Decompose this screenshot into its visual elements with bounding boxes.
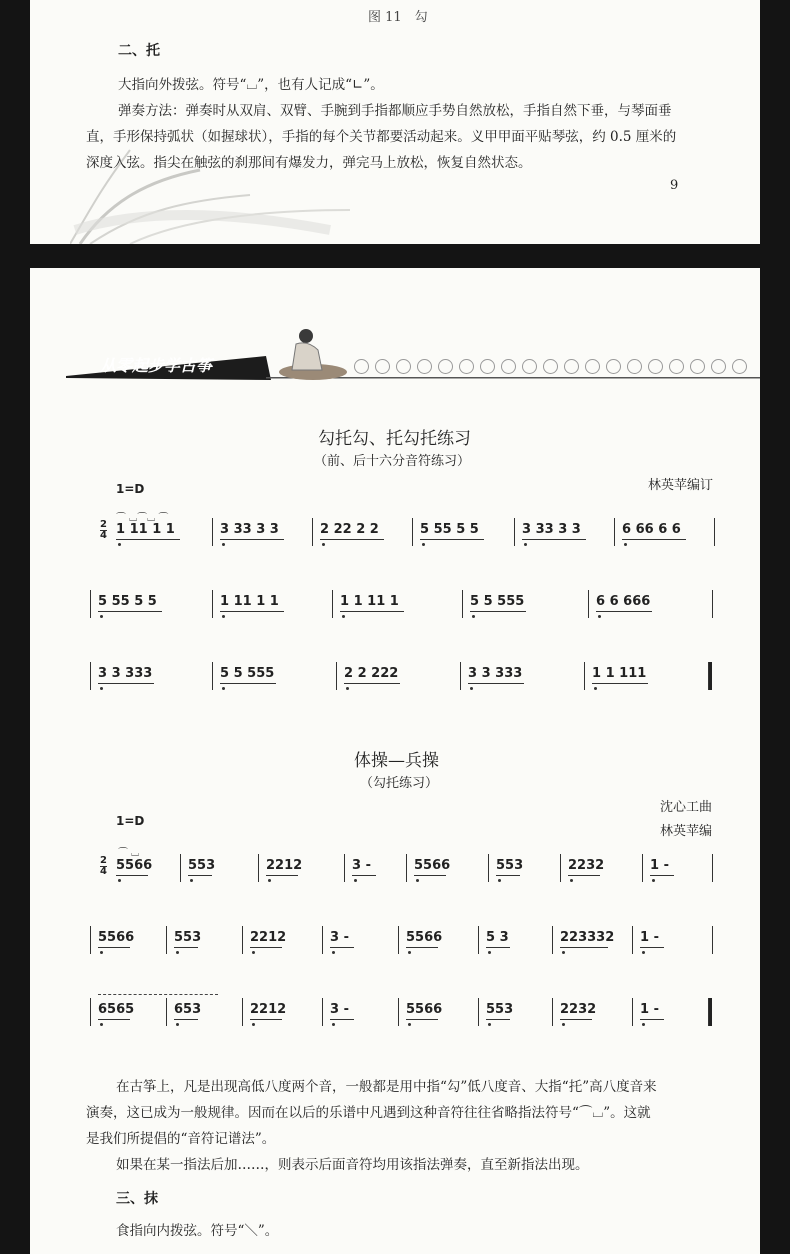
piece1-measure: 1 11 1 1 (116, 522, 175, 537)
piece2-measure: 3 - (330, 930, 349, 945)
piece2-measure: 5566 (98, 930, 135, 945)
piece2-barline (712, 926, 713, 954)
piece1-beam-line (622, 539, 686, 540)
piece2-octave-dot (498, 879, 501, 882)
piece2-time-signature: 2 4 (100, 855, 107, 877)
piece1-octave-dot (342, 615, 345, 618)
piece2-measure: 553 (486, 1002, 514, 1017)
piece2-barline (632, 926, 633, 954)
piece1-beam-line (344, 683, 400, 684)
piece2-measure: 2212 (266, 858, 303, 873)
piece1-octave-dot (222, 615, 225, 618)
piece1-time-signature: 2 4 (100, 519, 107, 541)
piece1-measure: 3 33 3 3 (522, 522, 581, 537)
piece1-measure: 1 1 111 (592, 666, 647, 681)
piece1-beam-line (420, 539, 484, 540)
piece2-barline (406, 854, 407, 882)
paragraph-method-line2: 直，手形保持弧状（如握球状），手指的每个关节都要活动起来。义甲甲面平贴琴弦，约 0.5 厘米的 (86, 129, 677, 145)
piece2-octave-dot (408, 951, 411, 954)
piece2-measure: 1 - (640, 930, 659, 945)
piece1-beam-line (220, 611, 284, 612)
piece2-barline (180, 854, 181, 882)
piece2-barline (344, 854, 345, 882)
piece2-octave-dot (100, 1023, 103, 1026)
piece2-barline (478, 998, 479, 1026)
piece1-beam-line (468, 683, 524, 684)
piece2-beam-line (406, 1019, 438, 1020)
piece2-measure: 5566 (406, 1002, 443, 1017)
piece2-barline (166, 998, 167, 1026)
piece2-octave-dot (408, 1023, 411, 1026)
piece1-barline (614, 518, 615, 546)
piece2-beam-line (560, 1019, 592, 1020)
piece2-octave-dot (118, 879, 121, 882)
piece2-beam-line (640, 1019, 664, 1020)
piece1-measure: 1 1 11 1 (340, 594, 399, 609)
paragraph-tuo-symbol: 大指向外拨弦。符号“⌴”，也有人记成“∟”。 (118, 77, 384, 93)
piece1-octave-dot (598, 615, 601, 618)
piece1-subtitle: （前、后十六分音符练习） (314, 454, 471, 469)
piece2-barline (488, 854, 489, 882)
piece2-measure: 553 (188, 858, 216, 873)
piece2-measure: 653 (174, 1002, 202, 1017)
explanation-line3: 是我们所提倡的“音符记谱法”。 (86, 1131, 276, 1147)
section-heading-mo: 三、抹 (116, 1191, 158, 1207)
piece2-beam-line (330, 1019, 354, 1020)
piece1-barline (212, 590, 213, 618)
piece2-beam-line (560, 947, 608, 948)
piece1-barline (462, 590, 463, 618)
piece1-octave-dot (322, 543, 325, 546)
piece2-barline (560, 854, 561, 882)
piece1-barline (336, 662, 337, 690)
piece1-octave-dot (100, 687, 103, 690)
piece1-barline (90, 662, 91, 690)
paragraph-method-line1: 弹奏方法：弹奏时从双肩、双臂、手腕到手指都顺应手势自然放松，手指自然下垂，与琴面垂 (118, 103, 672, 119)
piece2-beam-line (116, 875, 148, 876)
piece1-barline (312, 518, 313, 546)
section-heading-tuo: 二、托 (118, 43, 160, 59)
piece2-barline (398, 926, 399, 954)
piece2-final-barline (708, 998, 712, 1026)
piece2-beam-line (98, 1019, 130, 1020)
piece2-measure: 1 - (640, 1002, 659, 1017)
piece1-beam-line (116, 539, 180, 540)
piece1-barline (90, 590, 91, 618)
continuation-dotted-line (98, 994, 218, 996)
piece1-measure: 5 55 5 5 (420, 522, 479, 537)
piece2-beam-line (640, 947, 664, 948)
piece1-octave-dot (118, 543, 121, 546)
piece1-measure: 1 11 1 1 (220, 594, 279, 609)
page-top (30, 0, 760, 244)
piece2-measure: 5566 (116, 858, 153, 873)
piece1-octave-dot (470, 687, 473, 690)
page-number: 9 (670, 178, 679, 193)
piece2-barline (242, 926, 243, 954)
piece2-beam-line (486, 1019, 510, 1020)
hook-tuo-marks-icon: ⌒ ⌴⌒⌴ ⌒ (116, 513, 169, 524)
piece2-barline (552, 998, 553, 1026)
piece2-beam-line (568, 875, 600, 876)
piece2-barline (258, 854, 259, 882)
piece2-barline (712, 854, 713, 882)
piece1-barline (212, 662, 213, 690)
piece1-octave-dot (624, 543, 627, 546)
piece2-beam-line (250, 947, 282, 948)
piece1-barline (332, 590, 333, 618)
piece1-octave-dot (100, 615, 103, 618)
piece2-beam-line (352, 875, 376, 876)
piece2-barline (552, 926, 553, 954)
piece1-barline (514, 518, 515, 546)
piece1-beam-line (220, 683, 276, 684)
piece2-beam-line (174, 1019, 198, 1020)
paragraph-method-line3: 深度入弦。指尖在触弦的刹那间有爆发力，弹完马上放松，恢复自然状态。 (86, 155, 532, 171)
piece2-octave-dot (252, 951, 255, 954)
piece1-beam-line (340, 611, 404, 612)
piece1-measure: 6 66 6 6 (622, 522, 681, 537)
piece2-subtitle: （勾托练习） (360, 776, 439, 791)
piece1-octave-dot (346, 687, 349, 690)
piece1-barline (584, 662, 585, 690)
piece2-beam-line (330, 947, 354, 948)
piece1-beam-line (220, 539, 284, 540)
piece2-measure: 6565 (98, 1002, 135, 1017)
piece1-octave-dot (222, 687, 225, 690)
piece1-octave-dot (524, 543, 527, 546)
piece2-octave-dot (176, 951, 179, 954)
piece1-beam-line (98, 683, 154, 684)
piece1-measure: 6 6 666 (596, 594, 651, 609)
piece2-octave-dot (190, 879, 193, 882)
piece2-octave-dot (354, 879, 357, 882)
piece2-measure: 1 - (650, 858, 669, 873)
piece1-measure: 3 33 3 3 (220, 522, 279, 537)
piece2-beam-line (250, 1019, 282, 1020)
piece1-octave-dot (594, 687, 597, 690)
piece2-octave-dot (642, 951, 645, 954)
piece2-octave-dot (100, 951, 103, 954)
piece2-octave-dot (176, 1023, 179, 1026)
piece2-measure: 2232 (560, 1002, 597, 1017)
piece2-measure: 2212 (250, 930, 287, 945)
piece1-measure: 5 5 555 (470, 594, 525, 609)
piece2-barline (90, 926, 91, 954)
piece1-beam-line (592, 683, 648, 684)
piece2-octave-dot (652, 879, 655, 882)
piece2-barline (478, 926, 479, 954)
piece2-measure: 3 - (352, 858, 371, 873)
piece1-beam-line (596, 611, 652, 612)
piece1-barline (588, 590, 589, 618)
piece2-barline (242, 998, 243, 1026)
piece1-octave-dot (222, 543, 225, 546)
piece2-octave-dot (488, 1023, 491, 1026)
piece2-octave-dot (252, 1023, 255, 1026)
piece1-measure: 2 22 2 2 (320, 522, 379, 537)
piece1-measure: 3 3 333 (98, 666, 153, 681)
piece1-beam-line (320, 539, 384, 540)
piece2-arranger: 林英苹编 (660, 824, 713, 839)
piece2-measure: 2232 (568, 858, 605, 873)
piece2-octave-dot (488, 951, 491, 954)
piece2-barline (322, 998, 323, 1026)
piece2-beam-line (496, 875, 520, 876)
piece2-measure: 5 3 (486, 930, 509, 945)
banner-title: 从零起步学古筝 (100, 356, 213, 375)
piece2-beam-line (486, 947, 510, 948)
piece2-octave-dot (268, 879, 271, 882)
piece2-key: 1=D (116, 814, 145, 828)
piece2-octave-dot (332, 951, 335, 954)
piece1-barline (460, 662, 461, 690)
hook-tuo-marks-icon: ⌒ ⌴ (118, 848, 140, 859)
piece2-composer: 沈心工曲 (660, 800, 713, 815)
piece1-octave-dot (422, 543, 425, 546)
piece2-measure: 5566 (406, 930, 443, 945)
piece2-barline (642, 854, 643, 882)
piece1-octave-dot (472, 615, 475, 618)
piece1-measure: 2 2 222 (344, 666, 399, 681)
banner-circles (354, 359, 753, 378)
piece2-octave-dot (332, 1023, 335, 1026)
piece1-measure: 3 3 333 (468, 666, 523, 681)
piece1-barline (412, 518, 413, 546)
piece1-credit: 林英苹编订 (648, 478, 714, 493)
piece2-measure: 2212 (250, 1002, 287, 1017)
piece2-barline (322, 926, 323, 954)
piece2-barline (90, 998, 91, 1026)
figure-caption: 图 11 勾 (368, 10, 428, 25)
piece2-octave-dot (416, 879, 419, 882)
piece2-measure: 3 - (330, 1002, 349, 1017)
piece2-octave-dot (562, 951, 565, 954)
piece2-measure: 553 (174, 930, 202, 945)
piece1-measure: 5 5 555 (220, 666, 275, 681)
explanation-line1: 在古筝上，凡是出现高低八度两个音，一般都是用中指“勾”低八度音、大指“托”高八度音来 (116, 1079, 657, 1095)
piece2-octave-dot (570, 879, 573, 882)
series-banner (66, 350, 760, 380)
piece1-barline (712, 590, 713, 618)
piece2-beam-line (406, 947, 438, 948)
piece2-title: 体操—兵操 (354, 751, 439, 771)
piece2-measure: 553 (496, 858, 524, 873)
piece1-measure: 5 55 5 5 (98, 594, 157, 609)
piece2-beam-line (188, 875, 212, 876)
guzheng-player-icon (278, 320, 348, 380)
piece1-final-barline (708, 662, 712, 690)
piece1-beam-line (470, 611, 526, 612)
piece1-barline (212, 518, 213, 546)
explanation-line4: 如果在某一指法后加……，则表示后面音符均用该指法弹奏，直至新指法出现。 (116, 1157, 589, 1173)
explanation-line2: 演奏，这已成为一般规律。因而在以后的乐谱中凡遇到这种音符往往省略指法符号“⌒⌴”。这就 (86, 1105, 651, 1121)
piece1-beam-line (522, 539, 586, 540)
piece2-barline (166, 926, 167, 954)
paragraph-mo-symbol: 食指向内拨弦。符号“＼”。 (116, 1223, 279, 1239)
page-bottom (30, 268, 760, 1254)
piece2-beam-line (650, 875, 674, 876)
piece1-key: 1=D (116, 482, 145, 496)
piece2-octave-dot (642, 1023, 645, 1026)
piece2-measure: 5566 (414, 858, 451, 873)
piece2-beam-line (414, 875, 446, 876)
piece2-beam-line (174, 947, 198, 948)
piece2-barline (632, 998, 633, 1026)
piece1-barline (714, 518, 715, 546)
piece2-octave-dot (562, 1023, 565, 1026)
piece2-beam-line (266, 875, 298, 876)
piece2-beam-line (98, 947, 130, 948)
piece1-beam-line (98, 611, 162, 612)
piece1-title: 勾托勾、托勾托练习 (318, 429, 471, 449)
piece2-measure: 223332 (560, 930, 615, 945)
piece2-barline (398, 998, 399, 1026)
